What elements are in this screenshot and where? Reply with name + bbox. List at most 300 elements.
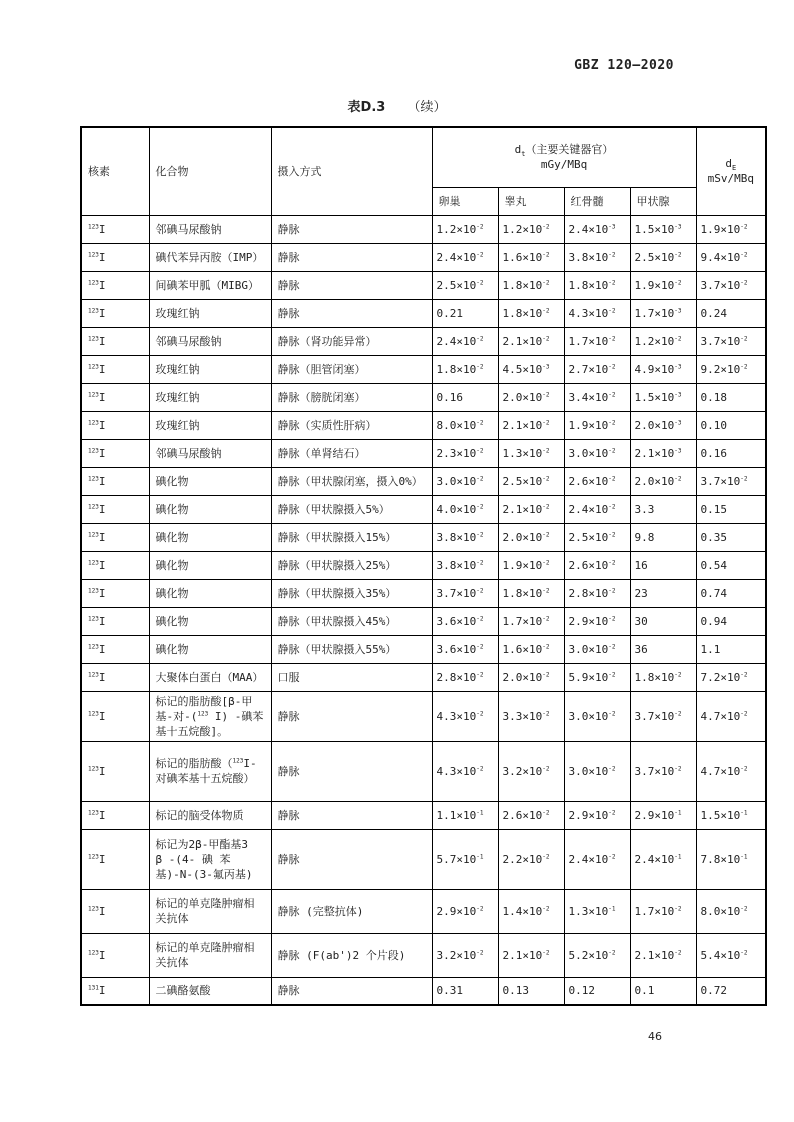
nuclide-element: I (98, 852, 106, 866)
nuclide-cell (81, 271, 149, 299)
ovary-dose-cell (432, 933, 498, 977)
nuclide-mass-number: 123 (88, 222, 99, 230)
effective-dose-cell (696, 663, 766, 691)
testis-dose-cell (498, 243, 564, 271)
nuclide-cell (81, 215, 149, 243)
compound-text: 标记的脂肪酸（ (155, 757, 233, 770)
effective-dose-cell (696, 327, 766, 355)
effective-dose-cell (696, 551, 766, 579)
dose-exponent: -2 (542, 948, 550, 956)
nuclide-mass-number: 123 (88, 418, 99, 426)
route-cell: 静脉 (271, 829, 432, 889)
dose-mantissa: 0.24 (700, 306, 728, 320)
dose-mantissa: 2.5×10 (634, 250, 675, 264)
compound-cell: 碘化物 (149, 607, 271, 635)
effective-dose-cell (696, 243, 766, 271)
dose-mantissa: 2.9×10 (568, 614, 609, 628)
dose-mantissa: 1.2×10 (502, 222, 543, 236)
ovary-dose-cell (432, 271, 498, 299)
compound-cell: 碘化物 (149, 495, 271, 523)
dt-symbol: d (514, 143, 522, 157)
compound-cell: 碘代苯异丙胺（IMP） (149, 243, 271, 271)
dose-exponent: -2 (542, 222, 550, 230)
dose-exponent: -2 (542, 530, 550, 538)
dose-mantissa: 2.4×10 (568, 502, 609, 516)
thyroid-dose-cell (630, 741, 696, 801)
dose-exponent: -2 (542, 502, 550, 510)
effective-dose-cell (696, 607, 766, 635)
nuclide-element: I (98, 642, 106, 656)
testis-dose-cell (498, 635, 564, 663)
nuclide-mass-number: 123 (88, 278, 99, 286)
table-row (81, 829, 766, 889)
red-marrow-dose-cell (564, 327, 630, 355)
thyroid-dose-cell (630, 467, 696, 495)
dose-exponent: -2 (740, 948, 748, 956)
table-row (81, 977, 766, 1005)
compound-text: 基十五烷酸]。 (155, 724, 229, 738)
dose-mantissa: 1.5×10 (700, 808, 741, 822)
nuclide-mass-number: 123 (88, 808, 99, 816)
nuclide-mass-number: 123 (88, 764, 99, 772)
table-body (81, 215, 766, 1005)
dose-exponent: -2 (476, 709, 484, 717)
dose-mantissa: 4.5×10 (502, 362, 543, 376)
dose-exponent: -2 (740, 334, 748, 342)
dose-mantissa: 2.8×10 (568, 586, 609, 600)
dose-mantissa: 1.2×10 (436, 222, 477, 236)
nuclide-cell (81, 495, 149, 523)
dose-mantissa: 1.8×10 (436, 362, 477, 376)
dose-exponent: -2 (608, 670, 616, 678)
nuclide-cell (81, 523, 149, 551)
dose-mantissa: 0.94 (700, 614, 728, 628)
nuclide-mass-number: 123 (88, 306, 99, 314)
compound-text: 标记的单克隆肿瘤相 (155, 897, 255, 910)
dose-mantissa: 0.1 (634, 984, 655, 998)
dose-mantissa: 1.9×10 (700, 222, 741, 236)
testis-dose-cell (498, 801, 564, 829)
dose-mantissa: 2.9×10 (436, 904, 477, 918)
dose-exponent: -2 (542, 586, 550, 594)
nuclide-cell (81, 383, 149, 411)
dose-mantissa: 3.7×10 (634, 764, 675, 778)
ovary-dose-cell (432, 411, 498, 439)
dose-mantissa: 1.9×10 (634, 278, 675, 292)
dose-mantissa: 2.2×10 (502, 852, 543, 866)
compound-cell (149, 889, 271, 933)
dose-mantissa: 0.72 (700, 984, 728, 998)
ovary-dose-cell (432, 243, 498, 271)
nuclide-element: I (98, 558, 106, 572)
nuclide-mass-number: 123 (88, 334, 99, 342)
dose-mantissa: 2.5×10 (568, 530, 609, 544)
compound-mass-number: 123 (197, 709, 209, 717)
dose-mantissa: 5.9×10 (568, 670, 609, 684)
dose-exponent: -2 (608, 390, 616, 398)
testis-dose-cell (498, 741, 564, 801)
red-marrow-dose-cell (564, 977, 630, 1005)
testis-dose-cell (498, 829, 564, 889)
nuclide-cell (81, 411, 149, 439)
dose-mantissa: 2.6×10 (568, 558, 609, 572)
ovary-dose-cell (432, 663, 498, 691)
dose-exponent: -2 (476, 948, 484, 956)
dose-exponent: -3 (674, 362, 682, 370)
compound-cell (149, 933, 271, 977)
dose-exponent: -2 (608, 764, 616, 772)
nuclide-element: I (98, 390, 106, 404)
dose-exponent: -3 (674, 446, 682, 454)
dose-exponent: -1 (476, 852, 484, 860)
dose-mantissa: 7.2×10 (700, 670, 741, 684)
testis-dose-cell (498, 215, 564, 243)
dose-mantissa: 1.5×10 (634, 222, 675, 236)
nuclide-cell (81, 467, 149, 495)
dose-exponent: -2 (542, 306, 550, 314)
compound-text: 基)-N-(3-氟丙基) (155, 867, 253, 881)
thyroid-dose-cell (630, 495, 696, 523)
effective-dose-cell (696, 801, 766, 829)
nuclide-element: I (98, 418, 106, 432)
header-organ-dose (432, 127, 696, 187)
route-cell: 静脉（胆管闭塞） (271, 355, 432, 383)
nuclide-element: I (98, 502, 106, 516)
compound-text: 对碘苯基十五烷酸） (155, 772, 255, 785)
thyroid-dose-cell (630, 829, 696, 889)
compound-cell: 玫瑰红钠 (149, 355, 271, 383)
effective-dose-cell (696, 933, 766, 977)
dose-mantissa: 0.16 (700, 446, 728, 460)
dose-exponent: -1 (674, 808, 682, 816)
route-cell: 静脉（甲状腺摄入45%） (271, 607, 432, 635)
table-continued-note: （续） (407, 100, 447, 115)
dose-exponent: -2 (674, 334, 682, 342)
dose-exponent: -2 (608, 278, 616, 286)
compound-cell: 玫瑰红钠 (149, 299, 271, 327)
dose-mantissa: 0.16 (436, 390, 463, 404)
header-effective-dose (696, 127, 766, 215)
route-cell: 静脉（甲状腺摄入35%） (271, 579, 432, 607)
header-nuclide: 核素 (81, 127, 149, 215)
dose-exponent: -2 (476, 904, 484, 912)
effective-dose-cell (696, 467, 766, 495)
dose-mantissa: 3.6×10 (436, 642, 477, 656)
red-marrow-dose-cell (564, 355, 630, 383)
dose-mantissa: 3.0×10 (568, 642, 609, 656)
dt-subscript: t (521, 150, 526, 159)
route-cell: 静脉（肾功能异常） (271, 327, 432, 355)
dose-mantissa: 16 (634, 558, 648, 572)
ovary-dose-cell (432, 495, 498, 523)
nuclide-cell (81, 439, 149, 467)
dose-mantissa: 2.9×10 (634, 808, 675, 822)
nuclide-mass-number: 123 (88, 558, 99, 566)
dose-mantissa: 1.3×10 (568, 904, 609, 918)
dose-mantissa: 3.2×10 (436, 948, 477, 962)
route-cell: 静脉（膀胱闭塞） (271, 383, 432, 411)
dose-mantissa: 2.5×10 (436, 278, 477, 292)
nuclide-cell (81, 829, 149, 889)
thyroid-dose-cell (630, 801, 696, 829)
route-cell: 静脉 (271, 271, 432, 299)
dose-exponent: -2 (476, 222, 484, 230)
red-marrow-dose-cell (564, 411, 630, 439)
effective-dose-cell (696, 635, 766, 663)
nuclide-mass-number: 123 (88, 250, 99, 258)
compound-text: 标记为2β-甲酯基3 (155, 837, 248, 851)
dose-exponent: -2 (476, 502, 484, 510)
dose-mantissa: 3.8×10 (568, 250, 609, 264)
nuclide-cell (81, 299, 149, 327)
dose-exponent: -2 (476, 642, 484, 650)
nuclide-cell (81, 933, 149, 977)
compound-text: 关抗体 (155, 912, 189, 925)
compound-cell: 玫瑰红钠 (149, 411, 271, 439)
dose-exponent: -2 (674, 764, 682, 772)
dose-mantissa: 0.21 (436, 306, 463, 320)
dose-exponent: -2 (476, 586, 484, 594)
thyroid-dose-cell (630, 383, 696, 411)
nuclide-mass-number: 123 (88, 530, 99, 538)
red-marrow-dose-cell (564, 243, 630, 271)
nuclide-cell (81, 579, 149, 607)
ovary-dose-cell (432, 327, 498, 355)
nuclide-cell (81, 663, 149, 691)
table-caption (0, 96, 794, 115)
dose-mantissa: 0.12 (568, 984, 595, 998)
testis-dose-cell (498, 691, 564, 741)
thyroid-dose-cell (630, 523, 696, 551)
testis-dose-cell (498, 495, 564, 523)
dose-exponent: -2 (542, 390, 550, 398)
table-row (81, 933, 766, 977)
nuclide-mass-number: 123 (88, 642, 99, 650)
nuclide-element: I (98, 670, 106, 684)
compound-cell (149, 741, 271, 801)
dose-mantissa: 2.0×10 (502, 390, 543, 404)
dose-exponent: -2 (608, 418, 616, 426)
header-route: 摄入方式 (271, 127, 432, 215)
effective-dose-cell (696, 215, 766, 243)
route-cell: 静脉（甲状腺闭塞，摄入0%） (271, 467, 432, 495)
thyroid-dose-cell (630, 635, 696, 663)
dose-mantissa: 2.6×10 (568, 474, 609, 488)
compound-cell: 玫瑰红钠 (149, 383, 271, 411)
thyroid-dose-cell (630, 215, 696, 243)
red-marrow-dose-cell (564, 299, 630, 327)
dose-mantissa: 2.5×10 (502, 474, 543, 488)
thyroid-dose-cell (630, 691, 696, 741)
nuclide-element: I (98, 586, 106, 600)
ovary-dose-cell (432, 977, 498, 1005)
ovary-dose-cell (432, 383, 498, 411)
de-unit: mSv/MBq (707, 172, 754, 186)
dose-mantissa: 1.7×10 (502, 614, 543, 628)
ovary-dose-cell (432, 801, 498, 829)
nuclide-mass-number: 123 (88, 614, 99, 622)
testis-dose-cell (498, 271, 564, 299)
nuclide-mass-number: 123 (88, 948, 99, 956)
effective-dose-cell (696, 977, 766, 1005)
dose-exponent: -1 (740, 852, 748, 860)
dose-mantissa: 4.7×10 (700, 709, 741, 723)
ovary-dose-cell (432, 889, 498, 933)
dose-mantissa: 3.2×10 (502, 764, 543, 778)
compound-text: 基-对-( (155, 709, 198, 723)
nuclide-mass-number: 123 (88, 709, 99, 717)
table-row (81, 889, 766, 933)
de-symbol: d (725, 157, 732, 171)
nuclide-element: I (98, 362, 106, 376)
dose-mantissa: 9.2×10 (700, 362, 741, 376)
compound-text: 关抗体 (155, 956, 189, 969)
dose-exponent: -2 (608, 362, 616, 370)
red-marrow-dose-cell (564, 215, 630, 243)
compound-cell: 邻碘马尿酸钠 (149, 439, 271, 467)
testis-dose-cell (498, 579, 564, 607)
table-row (81, 327, 766, 355)
dose-mantissa: 3.8×10 (436, 558, 477, 572)
dose-exponent: -2 (476, 530, 484, 538)
dose-exponent: -3 (608, 222, 616, 230)
dose-exponent: -2 (740, 709, 748, 717)
ovary-dose-cell (432, 829, 498, 889)
route-cell: 静脉（甲状腺摄入55%） (271, 635, 432, 663)
effective-dose-cell (696, 579, 766, 607)
dose-exponent: -2 (608, 474, 616, 482)
dose-mantissa: 5.2×10 (568, 948, 609, 962)
dose-table (80, 126, 767, 1006)
dose-mantissa: 3.3 (634, 502, 655, 516)
dose-exponent: -2 (476, 474, 484, 482)
dose-exponent: -2 (674, 278, 682, 286)
dose-exponent: -2 (542, 558, 550, 566)
dose-exponent: -2 (542, 709, 550, 717)
table-row (81, 691, 766, 741)
table-row (81, 299, 766, 327)
compound-cell (149, 829, 271, 889)
header-organ-red-marrow: 红骨髓 (564, 187, 630, 215)
testis-dose-cell (498, 889, 564, 933)
dose-mantissa: 8.0×10 (436, 418, 477, 432)
dose-exponent: -2 (608, 250, 616, 258)
dose-exponent: -2 (476, 250, 484, 258)
testis-dose-cell (498, 551, 564, 579)
dose-exponent: -2 (542, 904, 550, 912)
dose-mantissa: 3.7×10 (634, 709, 675, 723)
dose-mantissa: 36 (634, 642, 648, 656)
dose-exponent: -2 (740, 278, 748, 286)
route-cell: 静脉 (271, 299, 432, 327)
dose-mantissa: 30 (634, 614, 648, 628)
dose-exponent: -2 (608, 852, 616, 860)
dose-mantissa: 1.1 (700, 642, 721, 656)
nuclide-mass-number: 123 (88, 904, 99, 912)
red-marrow-dose-cell (564, 635, 630, 663)
table-row (81, 579, 766, 607)
dose-exponent: -2 (476, 362, 484, 370)
effective-dose-cell (696, 271, 766, 299)
thyroid-dose-cell (630, 411, 696, 439)
testis-dose-cell (498, 663, 564, 691)
table-row (81, 741, 766, 801)
dose-mantissa: 1.7×10 (634, 306, 675, 320)
dose-exponent: -2 (542, 474, 550, 482)
dose-exponent: -2 (542, 250, 550, 258)
dose-mantissa: 4.3×10 (436, 764, 477, 778)
route-cell: 静脉 (271, 215, 432, 243)
dose-mantissa: 4.9×10 (634, 362, 675, 376)
red-marrow-dose-cell (564, 467, 630, 495)
header-organ-ovary: 卵巢 (432, 187, 498, 215)
table-row (81, 271, 766, 299)
effective-dose-cell (696, 495, 766, 523)
nuclide-element: I (98, 250, 106, 264)
route-cell: 静脉 (271, 801, 432, 829)
dose-mantissa: 2.3×10 (436, 446, 477, 460)
compound-cell: 碘化物 (149, 551, 271, 579)
testis-dose-cell (498, 327, 564, 355)
dose-mantissa: 0.74 (700, 586, 728, 600)
dose-mantissa: 1.8×10 (568, 278, 609, 292)
compound-text: I- (243, 757, 257, 770)
dose-mantissa: 3.0×10 (568, 764, 609, 778)
ovary-dose-cell (432, 741, 498, 801)
dose-mantissa: 1.8×10 (502, 306, 543, 320)
dose-mantissa: 5.7×10 (436, 852, 477, 866)
thyroid-dose-cell (630, 607, 696, 635)
red-marrow-dose-cell (564, 607, 630, 635)
header-organ-testis: 睾丸 (498, 187, 564, 215)
dose-mantissa: 2.7×10 (568, 362, 609, 376)
table-title: 表D.3 (347, 100, 386, 115)
dose-mantissa: 3.3×10 (502, 709, 543, 723)
red-marrow-dose-cell (564, 551, 630, 579)
effective-dose-cell (696, 691, 766, 741)
nuclide-mass-number: 123 (88, 362, 99, 370)
compound-text: 标记的单克隆肿瘤相 (155, 941, 255, 954)
red-marrow-dose-cell (564, 691, 630, 741)
nuclide-element: I (98, 278, 106, 292)
red-marrow-dose-cell (564, 271, 630, 299)
nuclide-element: I (98, 446, 106, 460)
nuclide-element: I (98, 474, 106, 488)
testis-dose-cell (498, 411, 564, 439)
nuclide-mass-number: 123 (88, 446, 99, 454)
dose-exponent: -2 (476, 278, 484, 286)
ovary-dose-cell (432, 523, 498, 551)
dose-mantissa: 3.4×10 (568, 390, 609, 404)
dose-exponent: -1 (674, 852, 682, 860)
red-marrow-dose-cell (564, 663, 630, 691)
thyroid-dose-cell (630, 977, 696, 1005)
nuclide-mass-number: 123 (88, 586, 99, 594)
table-row (81, 411, 766, 439)
nuclide-mass-number: 123 (88, 474, 99, 482)
dose-mantissa: 0.10 (700, 418, 728, 432)
compound-cell: 二碘酪氨酸 (149, 977, 271, 1005)
table-row (81, 663, 766, 691)
table-row (81, 439, 766, 467)
dose-exponent: -2 (608, 446, 616, 454)
dose-mantissa: 3.8×10 (436, 530, 477, 544)
dose-exponent: -2 (608, 586, 616, 594)
dose-mantissa: 2.4×10 (568, 852, 609, 866)
dose-mantissa: 2.4×10 (568, 222, 609, 236)
table-row (81, 607, 766, 635)
nuclide-element: I (98, 904, 106, 918)
